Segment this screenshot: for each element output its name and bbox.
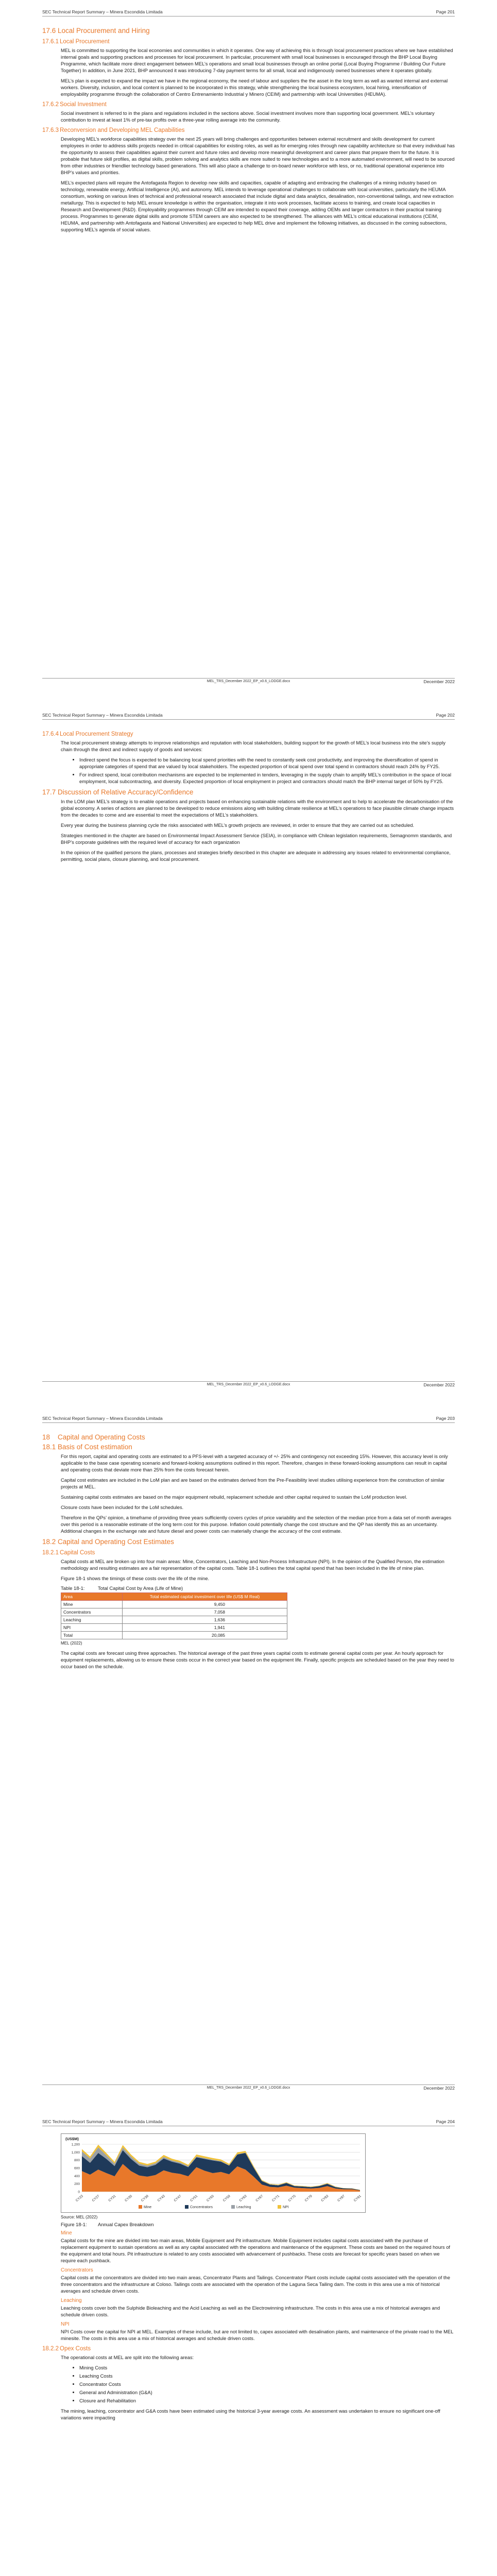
y-tick-label: 1,000 <box>71 2150 80 2155</box>
paragraph: For this report, capital and operating costs are estimated to a PFS-level with a targeted accuracy of +/- 25% and contingency not exceeding 15%. However, this accuracy level is only applicable to the base case operating scenario and forward-looking assumptions outlined in this report. Therefore, changes in these forward-looking assumptions can result in capital and operating costs that deviate more than 25% from the costs forecast herein. <box>61 1453 448 1472</box>
page-number: Page 203 <box>436 1416 455 1421</box>
section-heading: 18.2 Capital and Operating Cost Estimates <box>42 1538 174 1546</box>
subheading-npi: NPI <box>61 2321 70 2327</box>
paragraph: Figure 18-1 shows the timings of these costs over the life of the mine. <box>61 1575 210 1581</box>
x-tick-label: CY83 <box>320 2194 330 2203</box>
footer-filename: MEL_TRS_December 2022_EP_v0.6_LODGE.docx <box>207 1383 290 1386</box>
x-tick-label: CY87 <box>337 2194 346 2203</box>
x-tick-label: CY55 <box>206 2194 215 2203</box>
table-header-investment: Total estimated capital investment over life (US$ M Real) <box>123 1593 287 1601</box>
page-header <box>42 9 455 16</box>
legend-label: NPI <box>283 2206 289 2209</box>
paragraph: NPI Costs cover the capital for NPI at MEL. Examples of these include, but are not limited to, capex associated with desalination plants, and maintenance of the private road to the MEL minesite. The costs in this area use a mix of historical averages and schedule driven costs. <box>61 2329 454 2341</box>
table-row: Concentrators 7,058 <box>61 1608 287 1616</box>
section-heading: 18 Capital and Operating Costs <box>42 1433 145 1441</box>
x-tick-label: CY31 <box>108 2194 117 2203</box>
footer-date: December 2022 <box>423 2086 455 2091</box>
paragraph: Strategies mentioned in the chapter are based on Environmental Impact Assessment Service (SEIA), in compliance with Chilean legislation requirements, Semagnomm standards, and BHP’s corporate guidelines with the required level of accuracy for each organization <box>61 833 452 845</box>
paragraph: Capital costs at MEL are broken up into four main areas: Mine, Concentrators, Leaching and Non-Process Infrastructure (NPI). In the opinion of the Qualified Person, the estimation methodology and resulting estimates are a fair representation of the capital costs. Table 18-1 outlines the total capital spend that has been included in the life of mine plan. <box>61 1558 444 1571</box>
x-tick-label: CY79 <box>304 2194 313 2203</box>
y-tick-label: 200 <box>74 2182 80 2187</box>
legend-label: Leaching <box>236 2206 251 2209</box>
table-caption: Table 18-1: Total Capital Cost by Area (Life of Mine) <box>61 1585 183 1591</box>
report-page-3 <box>0 1406 497 2110</box>
footer-date: December 2022 <box>423 679 455 684</box>
list-item: • Closure and Rehabilitation <box>79 2397 455 2404</box>
subsection-heading: 17.6.4 Local Procurement Strategy <box>42 731 133 737</box>
paragraph: Closure costs have been included for the LoM schedules. <box>61 1504 184 1510</box>
report-page-4 <box>0 2110 497 2576</box>
subheading-concentrators: Concentrators <box>61 2267 93 2273</box>
bullet-list <box>42 2364 455 2404</box>
legend-swatch-mine <box>139 2205 142 2209</box>
page-number: Page 202 <box>436 713 455 718</box>
paragraph: MEL is committed to supporting the local economies and communities in which it operates. One way of achieving this is through local procurement practices where we have established internal goals and supporting practices and processes for local procurement. In particular, procurement with small local businesses is encouraged through the BHP Local Buying Programme, which facilitate more direct engagement between MEL’s operations and small local businesses through an online portal (Local Buying Programme / Building Our Future Together) In addition, in June 2021, BHP announced it was introducing 7-day payment terms for all small, local and indigenously owned businesses where it operates globally. <box>61 47 453 73</box>
page-footer <box>42 678 455 687</box>
subsection-heading: 18.2.1 Capital Costs <box>42 1550 95 1556</box>
section-heading: 17.6 Local Procurement and Hiring <box>42 27 150 35</box>
legend-label: Mine <box>144 2206 152 2209</box>
x-tick-label: CY47 <box>173 2194 182 2203</box>
page-header <box>42 2119 455 2126</box>
y-tick-label: 400 <box>74 2174 80 2178</box>
legend-swatch-leaching <box>231 2205 235 2209</box>
section-heading: 17.7 Discussion of Relative Accuracy/Confidence <box>42 788 194 796</box>
page-header <box>42 1416 455 1423</box>
subheading-leaching: Leaching <box>61 2298 82 2303</box>
paragraph: MEL’s plan is expected to expand the impact we have in the regional economy, the need of labour and suppliers the the asset in the long term as well as wanted internal and external workers. Diversity, inclusion, and local content is planned to be incorporated in this strategy, while strengthening the local business ecosystem, local hiring, intensification of employability programme through the collaboration of Centro Entrenamiento Industrial y Minero (CEIM) and partnership with local Universities (HEUMA). <box>61 78 448 97</box>
x-tick-label: CY63 <box>238 2194 248 2203</box>
list-item: • Concentrator Costs <box>79 2381 455 2387</box>
header-title: SEC Technical Report Summary – Minera Escondida Limitada <box>42 1416 163 1421</box>
y-axis-unit: (US$M) <box>65 2137 79 2141</box>
table-row: NPI 1,941 <box>61 1624 287 1632</box>
figure-source: Source: MEL (2022) <box>61 2215 98 2219</box>
x-tick-label: CY59 <box>222 2194 231 2203</box>
header-title: SEC Technical Report Summary – Minera Escondida Limitada <box>42 2119 163 2124</box>
paragraph: Developing MEL’s workforce capabilities strategy over the next 25 years will bring challenges and opportunities between external recruitment and skills development for current employees in order to address skills projects needed in critical capabilities for existing roles, as well as for emerging roles through new capability architecture so that every individual has the opportunity to assess their capabilities against their current and future roles and develop more meaningful development and career plans that prepare them for the future. It is probable that future skill profiles, as digital skills, problem solving and analytics skills are more suited to new technologies and to a more automated environment, will need to be sourced from other industries or friendlier technology based generations. This will also place a challenge to on-board newer workforce with less, or no, traditional operational experience into BHP’s values and priorities. <box>61 136 455 175</box>
subheading-mine: Mine <box>61 2230 72 2236</box>
capex-chart-svg <box>61 2134 365 2212</box>
paragraph: Every year during the business planning cycle the risks associated with MEL’s growth projects are reviewed, in order to ensure that they are carried out as scheduled. <box>61 822 415 828</box>
subsection-heading: 18.2.2 Opex Costs <box>42 2346 91 2352</box>
paragraph: MEL’s expected plans will require the Antofagasta Region to develop new skills and capacities, capable of adapting and embracing the challenges of a mining industry based on technology, renewable energy, Artificial Intelligence (AI), and autonomy. MEL intends to leverage operational challenges to collaborate with local universities, particularly the HEUMA consortium, working on various lines of technical and professional research associated that include digital and data analytics, desalination, non-conventional tailings, and new extraction metallurgy. This is expected to help MEL ensure knowledge is within the organisation, integrate it into work processes, facilitate access to training, and create local capacities in Research and Development (R&D). Employability programmes through CEIM are intended to expand their coverage, adding OEMs and larger contractors in their practical training process. Programmes to generate digital skills and promote STEM careers are also expected to be strengthened. The alliances with MEL’s critical educational institutions (CEIM, HEUMA, and partnership with Antofagasta and National Universities) are expected to help MEL drive and implement the following initiatives, as discussed in the coming subsections, supporting MEL’s agenda of social values. <box>61 180 454 232</box>
y-tick-label: 600 <box>74 2166 80 2171</box>
paragraph: In the opinion of the qualified persons the plans, processes and strategies briefly described in this chapter are adequate in addressing any issues related to environmental compliance, permitting, social plans, closure planning, and local procurement. <box>61 850 451 862</box>
list-item: • Leaching Costs <box>79 2372 455 2379</box>
y-tick-label: 0 <box>78 2190 80 2194</box>
page-number: Page 201 <box>436 9 455 14</box>
paragraph: Capital costs for the mine are divided into two main areas, Mobile Equipment and Pit infrastructure. Mobile Equipment includes capital costs associated with the purchase of replacement equipment to sustain operations as well as any capital associated with the operations and maintenance of the equipment. These costs are based on the required hours of the equipment and total hours. Pit infrastructure is related to any costs associated with advancement of pushbacks. These costs are forecast for specific years based on when we require each pushback. <box>61 2238 451 2263</box>
table-header-area: Area <box>61 1593 123 1601</box>
y-tick-label: 800 <box>74 2159 80 2163</box>
page-number: Page 204 <box>436 2119 455 2124</box>
paragraph: The capital costs are forecast using three approaches. The historical average of the past three years capital costs to estimate general capital costs per year. An hourly approach for equipment replacements, allowing us to ensure these costs occur in the correct year based on the equipment life. Finally, specific projects are scheduled based on the year they need to occur based on the schedule. <box>61 1650 454 1669</box>
subsection-heading: 17.6.2 Social Investment <box>42 101 107 108</box>
report-page-1 <box>0 0 497 703</box>
table-row: Leaching 1,636 <box>61 1616 287 1624</box>
subsection-heading: 17.6.3 Reconversion and Developing MEL Capabilities <box>42 127 185 133</box>
header-title: SEC Technical Report Summary – Minera Escondida Limitada <box>42 713 163 718</box>
x-tick-label: CY71 <box>271 2194 281 2203</box>
legend-label: Concentrators <box>190 2206 213 2209</box>
paragraph: Social investment is referred to in the plans and regulations included in the sections above. Social investment involves more than supporting local government. MEL’s voluntary contribution to invest at least 1% of pre-tax profits over a three-year rolling average into the community. <box>61 110 435 123</box>
paragraph: In the LOM plan MEL’s strategy is to enable operations and projects based on enhancing sustainable relations with the environment and to help to accelerate the decarbonisation of the global economy. A series of actions are planned to be developed to reduce emissions along with building climate resilience at MEL’s operations to face plausible climate change impacts from the decades to come and are essential to meet the expectations of MEL’s stakeholders. <box>61 799 454 818</box>
paragraph: Therefore in the QPs’ opinion, a timeframe of providing three years sufficiently covers cycles of price variability and the selection of the median price from a data set of month averages over this period is a reasonable estimate of the long term cost for this purpose. Inflation could potentially change the cost structure and the QP has identify this as an uncertainty. Additional changes in the exchange rate and future diesel and power costs can materially change the accuracy of the cost estimate. <box>61 1515 452 1534</box>
bullet-list <box>42 756 455 785</box>
x-tick-label: CY43 <box>157 2194 166 2203</box>
paragraph: The local procurement strategy attempts to improve relationships and reputation with local stakeholders, building support for the growth of MEL’s local business into the site’s supply chain through the direct and indirect supply of goods and services: <box>61 740 445 752</box>
table-row: Mine 9,450 <box>61 1601 287 1608</box>
header-title: SEC Technical Report Summary – Minera Escondida Limitada <box>42 9 163 14</box>
capital-cost-table <box>61 1592 287 1639</box>
list-item: • For indirect spend, local contribution mechanisms are expected to be implemented in tenders, leveraging in the supply chain to amplify MEL’s contribution in the space of local employment, local subcontracting, and diversity. Expected proportion of local employment in project and contractors should match the BHP internal target of 50% by FY25. <box>79 771 455 785</box>
footer-filename: MEL_TRS_December 2022_EP_v0.6_LODGE.docx <box>207 2086 290 2090</box>
paragraph: Capital cost estimates are included in the LoM plan and are based on the estimates derived from the Pre-Feasibility level studies utilising experience from the construction of similar projects at MEL. <box>61 1477 445 1489</box>
figure-caption: Figure 18-1: Annual Capex Breakdown <box>61 2222 154 2227</box>
legend-swatch-npi <box>278 2205 281 2209</box>
paragraph: Leaching costs cover both the Sulphide Bioleaching and the Acid Leaching as well as the Electrowinning infrastructure. The costs in this area use a mix of historical averages and schedule driven costs. <box>61 2305 440 2317</box>
table-source: MEL (2022) <box>61 1641 82 1646</box>
capex-chart <box>61 2133 366 2213</box>
report-page-2 <box>0 703 497 1406</box>
table-row-total: Total 20,085 <box>61 1632 287 1639</box>
x-tick-label: CY27 <box>91 2194 100 2203</box>
y-tick-label: 1,200 <box>71 2143 80 2147</box>
section-heading: 18.1 Basis of Cost estimation <box>42 1443 132 1451</box>
list-item: • General and Administration (G&A) <box>79 2389 455 2396</box>
page-footer <box>42 1381 455 1390</box>
x-tick-label: CY67 <box>255 2194 264 2203</box>
x-tick-label: CY23 <box>75 2194 84 2203</box>
paragraph: The mining, leaching, concentrator and G&A costs have been estimated using the historical 3-year average costs. An assessment was undertaken to ensure no significant one-off variations were impacting <box>61 2408 440 2420</box>
footer-date: December 2022 <box>423 1382 455 1387</box>
list-item: • Mining Costs <box>79 2364 455 2371</box>
footer-filename: MEL_TRS_December 2022_EP_v0.6_LODGE.docx <box>207 680 290 683</box>
paragraph: Sustaining capital costs estimates are based on the major equipment rebuild, replacement schedule and other capital required to sustain the LoM production level. <box>61 1494 407 1500</box>
x-tick-label: CY51 <box>190 2194 199 2203</box>
x-tick-label: CY91 <box>353 2194 362 2203</box>
paragraph: Capital costs at the concentrators are divided into two main areas, Concentrator Plants and Tailings. Concentrator Plant costs include capital costs associated with the operation of the three concentrators and the infrastructure at Coloso. Tailings costs are associated with the operation of the Laguna Seca Tailing dam. The costs in this area use a mix of historical averages and schedule driven costs. <box>61 2275 450 2294</box>
x-tick-label: CY75 <box>287 2194 297 2203</box>
paragraph: The operational costs at MEL are split into the following areas: <box>61 2354 194 2360</box>
subsection-heading: 17.6.1 Local Procurement <box>42 39 110 45</box>
list-item: • Indirect spend the focus is expected to be balancing local spend priorities with the need to constantly seek cost productivity, and improving the diversification of spend in appropriate categories of spend that are valued by local stakeholders. The expected proportion of local spend over total spend in contractors should reach 24% by FY25. <box>79 756 455 770</box>
page-header <box>42 713 455 720</box>
page-footer <box>42 2084 455 2093</box>
x-tick-label: CY35 <box>124 2194 133 2203</box>
legend-swatch-concentrators <box>185 2205 188 2209</box>
x-tick-label: CY39 <box>140 2194 149 2203</box>
